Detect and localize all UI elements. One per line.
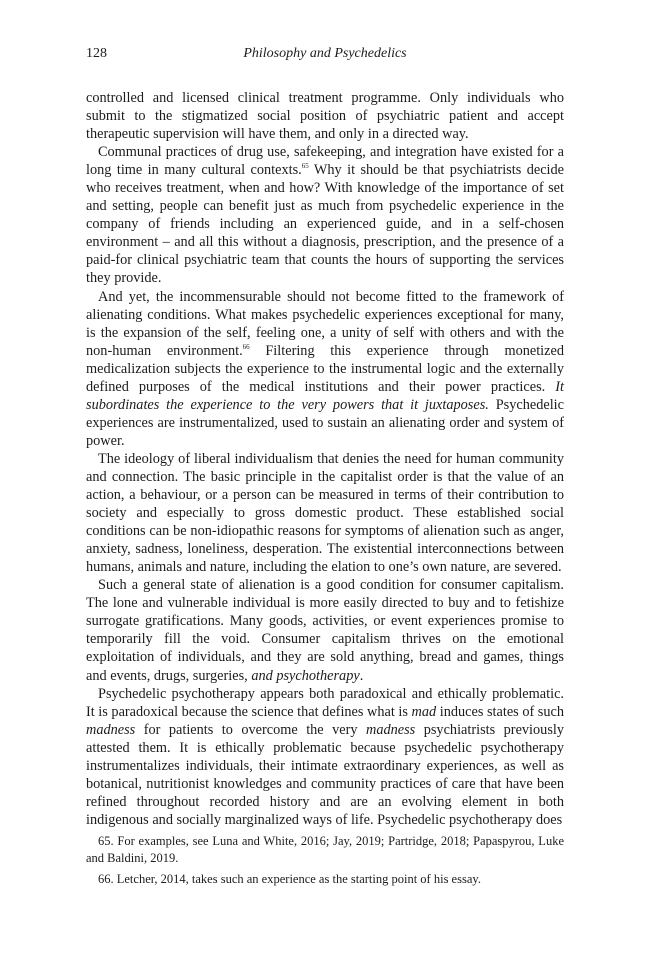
text-run: And yet, the incommensurable should not become fitted to the framework of alienating conditions. What makes psychedelic experiences exceptional for many, is the expansion of the self, feeling one, a unity of self with others and with the non-human environment. [86,288,564,359]
paragraph [86,576,564,684]
italic-text: and psychotherapy [251,667,360,684]
text-run: Such a general state of alienation is a good condition for consumer capitalism. The lone and vulnerable individual is more easily directed to buy and to fetishize surrogate gratifications. Many goods, activities, or event experiences promise to temporarily fill the void. Consumer capitalism thrives on the emotional exploitation of individuals, and they are sold anything, bread and games, things and events, drugs, surgeries, [86,577,564,684]
footnotes [86,833,564,892]
italic-text: madness [366,721,416,738]
italic-text: madness [86,721,136,738]
paragraph [86,143,564,287]
paragraph [86,450,564,576]
text-run: Filtering this experience through monetized medicalization subjects the experience to the instrumental logic and the externally defined purposes of the medical institutions and their power practices. [86,342,564,395]
paragraph [86,288,564,450]
text-run: Psychedelic experiences are instrumentalized, used to sustain an alienating order and system of power. [86,396,564,449]
paragraph [86,685,564,829]
text-run: psychiatrists previously attested them. It is ethically problematic because psychedelic psychotherapy instrumentalizes individuals, their intimate extraordinary experiences, as well as botanical, nutritionist knowledges and community practices of care that have been refined throughout recorded history and are an evolving element in both indigenous and socially marginalized ways of life. Psychedelic psychotherapy does [86,721,565,828]
italic-text: mad [411,703,437,720]
text-run: Why it should be that psychiatrists decide who receives treatment, when and how? With knowledge of the importance of set and setting, people can benefit just as much from psychedelic experience in the company of friends including an experienced guide, and in a self-chosen environment – and all this without a diagnosis, prescription, and the presence of a paid-for clinical psychiatric team that counts the hours of supporting the services they provide. [86,162,565,287]
footnote: 66. Letcher, 2014, takes such an experience as the starting point of his essay. [98,872,481,886]
footnote-ref: 66 [242,342,250,351]
paragraph [86,89,564,143]
page-header [86,44,564,64]
text-run: . [359,667,364,684]
page-number: 128 [86,46,107,61]
footnote: 65. For examples, see Luna and White, 2016; Jay, 2019; Partridge, 2018; Papaspyrou, Luke and Baldini, 2019. [86,834,564,865]
text-run: for patients to overcome the very [135,721,366,738]
text-run: controlled and licensed clinical treatment programme. Only individuals who submit to the stigmatized social position of psychiatric patient and accept therapeutic supervision will have them, and only in a directed way. [86,90,564,143]
text-run: The ideology of liberal individualism that denies the need for human community and connection. The basic principle in the capitalist order is that the value of an action, a behaviour, or a person can be measured in terms of their contribution to society and especially to gross domestic product. These established social conditions can be non-idiopathic reasons for symptoms of alienation such as anger, anxiety, sadness, loneliness, desperation. The existential interconnections between humans, animals and nature, including the elation to one’s own nature, are severed. [86,450,564,576]
body-text [86,89,564,829]
footnote-ref: 65 [301,162,309,171]
text-run: induces states of such [436,703,565,720]
text-run: Psychedelic psychotherapy appears both paradoxical and ethically problematic. It is paradoxical because the science that defines what is [86,685,564,720]
text-run: Communal practices of drug use, safekeeping, and integration have existed for a long time in many cultural contexts. [86,144,564,179]
italic-text: It subordinates the experience to the very powers that it juxtaposes. [86,378,564,413]
running-title: Philosophy and Psychedelics [243,46,407,61]
